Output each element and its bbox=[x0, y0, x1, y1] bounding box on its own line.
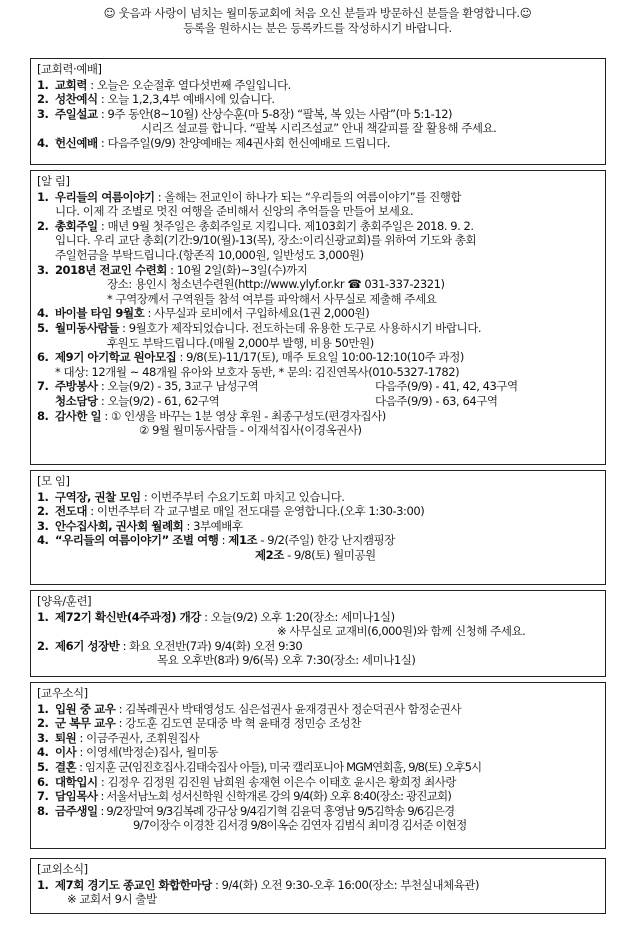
section-title: [교외소식] bbox=[37, 862, 88, 876]
item-label: 결혼 bbox=[55, 759, 77, 774]
registration-notice: 등록을 원하시는 분은 등록카드를 작성하시기 바랍니다. bbox=[183, 21, 452, 35]
section-meetings bbox=[30, 470, 606, 585]
list-item: 1. 우리들의 여름이야기 : 올해는 전교인이 하나가 되는 “우리들의 여름이야기”를 진행합 bbox=[37, 189, 462, 204]
list-item: 7. 담임목사 : 서울서남노회 성서신학원 신학개론 강의 9/4(화) 오후 8:40(장소: 광진교회) bbox=[37, 789, 451, 804]
continuation-line: 목요 오후반(8과) 9/6(목) 오후 7:30(장소: 세미나1실) bbox=[157, 653, 416, 668]
list-item: 2. 총회주일 : 매년 9월 첫주일은 총회주일로 지킵니다. 제103회기 총회주일은 2018. 9. 2. bbox=[37, 218, 474, 233]
item-label: 전도대 bbox=[55, 504, 87, 519]
list-item: 2. 전도대 : 이번주부터 각 교구별로 매일 전도대를 운영합니다.(오후 1:30-3:00) bbox=[37, 504, 425, 519]
list-item: 2. 제6기 성장반 : 화요 오전반(7과) 9/4(화) 오전 9:30 bbox=[37, 638, 303, 653]
list-item: 제2조 - 9/8(토) 월미공원 bbox=[255, 547, 376, 562]
item-label: 제72기 확신반(4주과정) 개강 bbox=[55, 609, 201, 624]
section-title: [교회력·예배] bbox=[37, 62, 102, 76]
item-label: 감사한 일 bbox=[55, 408, 102, 423]
list-item: 6. 대학입시 : 김정우 김정원 김진원 남희원 송재현 이은수 이태호 윤시은 황희정 최사랑 bbox=[37, 774, 457, 789]
item-label: 금주생일 bbox=[55, 803, 98, 818]
continuation-line: 시리즈 설교를 합니다. “팔복 시리즈설교” 안내 책갈피를 잘 활용해 주세요. bbox=[141, 121, 497, 136]
section-worship bbox=[30, 58, 606, 165]
section-title: [교우소식] bbox=[37, 686, 88, 700]
item-label: 바이블 타임 9월호 bbox=[55, 306, 145, 321]
item-label: 우리들의 여름이야기 bbox=[55, 189, 155, 204]
continuation-line: * 대상: 12개월 ~ 48개월 유아와 보호자 동반, * 문의: 김진연목사(010-5327-1782) bbox=[55, 364, 460, 379]
section-external-news bbox=[30, 858, 606, 914]
list-item: 7. 주방봉사 : 오늘(9/2) - 35, 3교구 남성구역 다음주(9/9) - 41, 42, 43구역 bbox=[37, 379, 518, 394]
list-item: 8. 금주생일 : 9/2장말여 9/3김복례 강규상 9/4김기혁 김윤덕 홍영남 9/5김학송 9/6김은경 bbox=[37, 803, 455, 818]
item-label: 이사 bbox=[55, 745, 77, 760]
item-label: 제6기 성장반 bbox=[55, 638, 120, 653]
item-label: 교회력 bbox=[55, 77, 87, 92]
item-label: 성찬예식 bbox=[55, 92, 98, 107]
list-item: 1. 제72기 확신반(4주과정) 개강 : 오늘(9/2) 오후 1:20(장소: 세미나1실) bbox=[37, 609, 395, 624]
welcome-header bbox=[0, 6, 635, 36]
list-item: 3. 퇴원 : 이금주권사, 조휘원집사 bbox=[37, 730, 200, 745]
item-label: 구역장, 권찰 모임 bbox=[55, 489, 141, 504]
continuation-line: ※ 교회서 9시 출발 bbox=[67, 892, 157, 907]
item-label: 주방봉사 bbox=[55, 379, 98, 394]
item-label: 총회주일 bbox=[55, 218, 98, 233]
list-item: 5. 결혼 : 임지훈 군(임진호집사.김태숙집사 아들), 미국 캘리포니아 MGM연회홀, 9/8(토) 오후5시 bbox=[37, 759, 482, 774]
list-item: 3. 주일설교 : 9주 동안(8~10월) 산상수훈(마 5-8장) “팔복, 복 있는 사람”(마 5:1-12) bbox=[37, 106, 453, 121]
list-item: 2. 성찬예식 : 오늘 1,2,3,4부 예배시에 있습니다. bbox=[37, 92, 275, 107]
section-title: [양육/훈련] bbox=[37, 594, 92, 608]
section-notices bbox=[30, 170, 606, 465]
item-label: 안수집사회, 권사회 월례회 bbox=[55, 518, 184, 533]
continuation-line: 장소: 용인시 청소년수련원(http://www.ylyf.or.kr ☎ 031-337-2321) bbox=[107, 277, 445, 292]
list-item: 1. 제7회 경기도 종교인 화합한마당 : 9/4(화) 오전 9:30-오후 16:00(장소: 부천실내체육관) bbox=[37, 877, 480, 892]
item-label: 주일설교 bbox=[55, 106, 98, 121]
item-label: 2018년 전교인 수련회 bbox=[55, 262, 167, 277]
item-label: 제9기 아기학교 원아모집 bbox=[55, 350, 177, 365]
list-item: 5. 월미동사람들 : 9월호가 제작되었습니다. 전도하는데 유용한 도구로 사용하시기 바랍니다. bbox=[37, 320, 482, 335]
list-item: 2. 군 복무 교우 : 강도훈 김도연 문대중 박 혁 윤태경 정민승 조성찬 bbox=[37, 716, 361, 731]
list-item: 4. 이사 : 이영세(박정순)집사, 월미동 bbox=[37, 745, 218, 760]
item-label: 입원 중 교우 bbox=[55, 701, 116, 716]
list-item: 8. 감사한 일 : ① 인생을 바꾸는 1분 영상 후원 - 최종구성도(편경자집사) bbox=[37, 408, 386, 423]
continuation-line: * 구역장께서 구역원들 참석 여부를 파악해서 사무실로 제출해 주세요 bbox=[107, 291, 437, 306]
item-label: 담임목사 bbox=[55, 789, 98, 804]
list-item: 1. 입원 중 교우 : 김복례권사 박태영성도 심은섭권사 윤재경권사 정순덕권사 함정순권사 bbox=[37, 701, 462, 716]
item-label: “우리들의 여름이야기” 조별 여행 bbox=[55, 533, 219, 548]
list-item: 청소담당 : 오늘(9/2) - 61, 62구역 다음주(9/9) - 63, 64구역 bbox=[55, 393, 498, 408]
item-label: 제7회 경기도 종교인 화합한마당 bbox=[55, 877, 212, 892]
list-item: 6. 제9기 아기학교 원아모집 : 9/8(토)-11/17(토), 매주 토요일 10:00-12:10(10주 과정) bbox=[37, 350, 464, 365]
continuation-line: ② 9월 월미동사람들 - 이재석집사(이경옥권사) bbox=[139, 423, 362, 438]
item-label: 헌신예배 bbox=[55, 135, 98, 150]
continuation-line: 9/7이장수 이경찬 김서경 9/8이옥순 김연자 김범식 최미경 김서준 이현정 bbox=[133, 818, 467, 833]
welcome-line: ☺ 웃음과 사랑이 넘치는 월미동교회에 처음 오신 분들과 방문하신 분들을 환영합니다.☺ bbox=[103, 6, 532, 20]
section-training bbox=[30, 590, 606, 677]
list-item: 4. “우리들의 여름이야기” 조별 여행 : 제1조 - 9/2(주일) 한강 난지캠핑장 bbox=[37, 533, 395, 548]
continuation-line: 니다. 이제 각 조별로 멋진 여행을 준비해서 신앙의 추억들을 만들어 보세요. bbox=[55, 204, 414, 219]
item-label: 대학입시 bbox=[55, 774, 98, 789]
list-item: 1. 구역장, 권찰 모임 : 이번주부터 수요기도회 마치고 있습니다. bbox=[37, 489, 345, 504]
list-item: 3. 안수집사회, 권사회 월례회 : 3부예배후 bbox=[37, 518, 243, 533]
item-label: 월미동사람들 bbox=[55, 320, 119, 335]
item-label: 퇴원 bbox=[55, 730, 77, 745]
list-item: 1. 교회력 : 오늘은 오순절후 열다섯번째 주일입니다. bbox=[37, 77, 291, 92]
continuation-line: 입니다. 우리 교단 총회(기간:9/10(월)-13(목), 장소:이리신광교회)를 위하여 기도와 총회 bbox=[55, 233, 477, 248]
section-title: [모 임] bbox=[37, 474, 70, 488]
list-item: 4. 바이블 타임 9월호 : 사무실과 로비에서 구입하세요(1권 2,000원) bbox=[37, 306, 370, 321]
list-item: 3. 2018년 전교인 수련회 : 10월 2일(화)~3일(수)까지 bbox=[37, 262, 308, 277]
section-title: [알 림] bbox=[37, 174, 70, 188]
item-label: 청소담당 bbox=[55, 393, 98, 408]
continuation-line: ※ 사무실로 교재비(6,000원)와 함께 신청해 주세요. bbox=[277, 624, 526, 639]
continuation-line: 후원도 부탁드립니다.(매월 2,000부 발행, 비용 50만원) bbox=[107, 335, 374, 350]
section-member-news bbox=[30, 682, 606, 849]
item-label: 군 복무 교우 bbox=[55, 716, 116, 731]
continuation-line: 주일헌금을 부탁드립니다.(항존직 10,000원, 일반성도 3,000원) bbox=[55, 247, 364, 262]
list-item: 4. 헌신예배 : 다음주일(9/9) 찬양예배는 제4권사회 헌신예배로 드립니다. bbox=[37, 135, 391, 150]
